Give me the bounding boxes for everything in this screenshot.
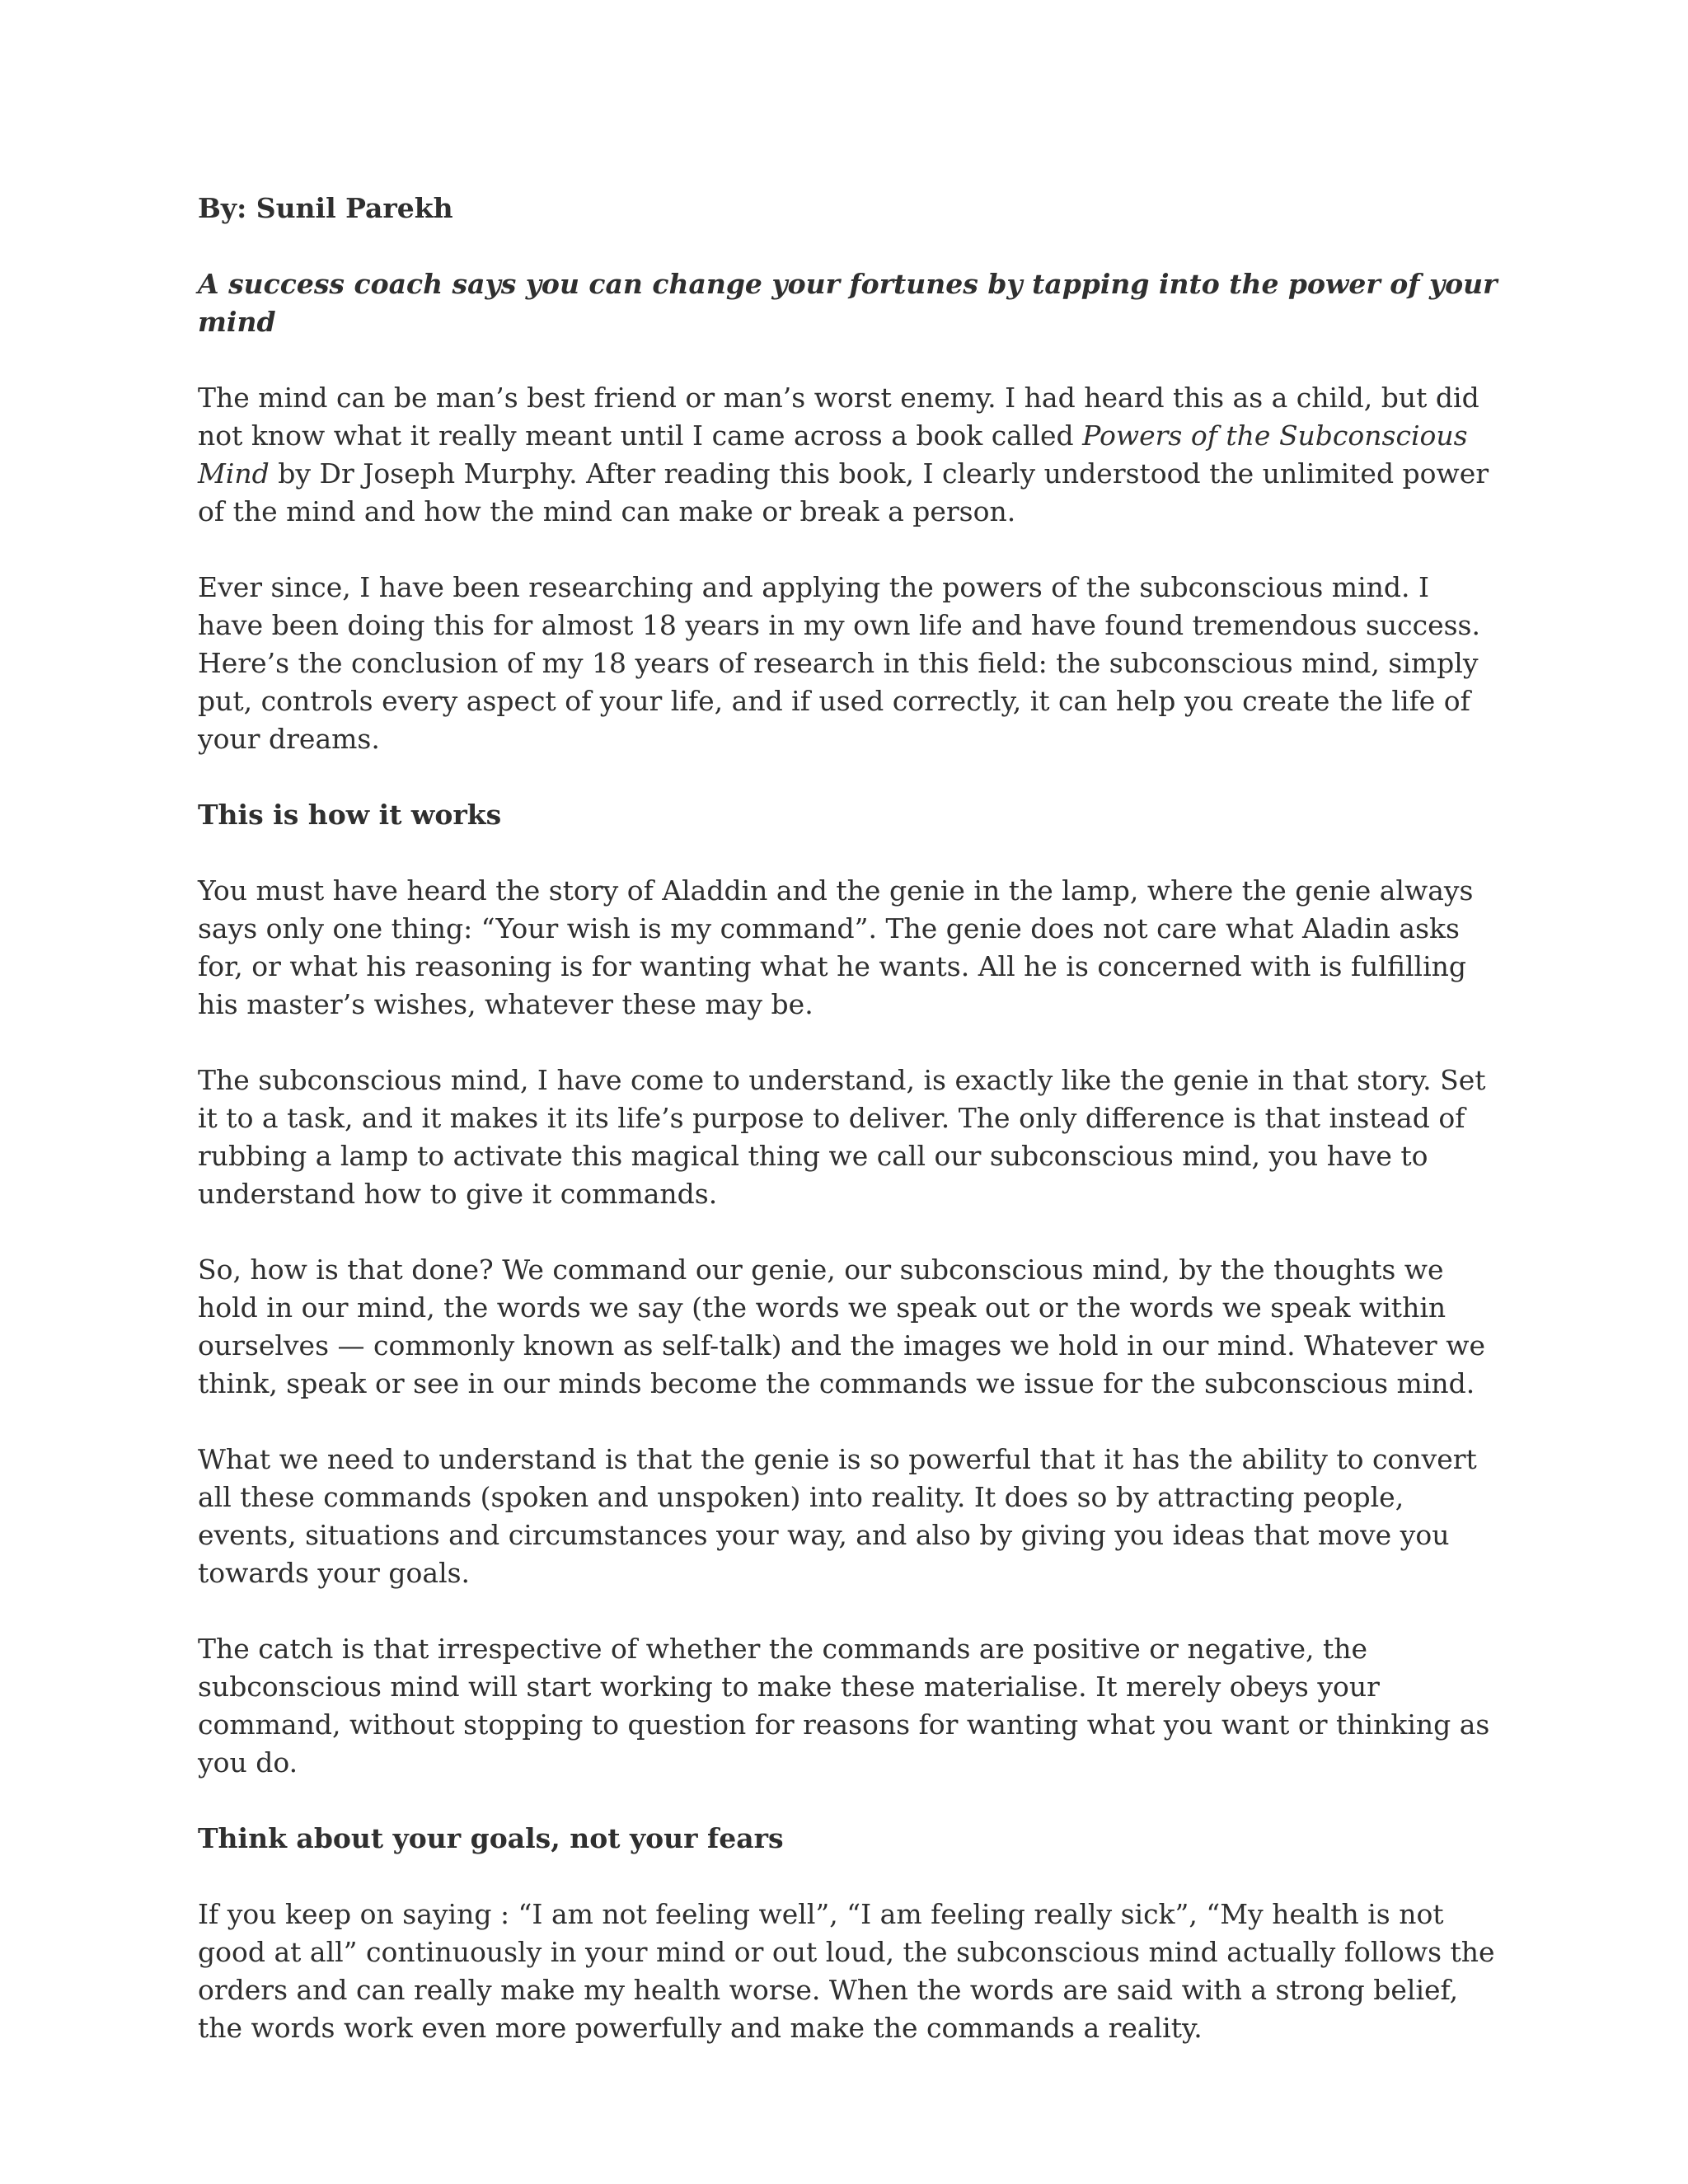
paragraph-health: If you keep on saying : “I am not feeling well”, “I am feeling really sick”, “My health is not good at all” continuously in your mind or out loud, the subconscious mind actually follows the orders and can really make my health worse. When the words are said with a strong belief, the words work even more powerfully and make the commands a reality. — [198, 1898, 1495, 2044]
paragraph-catch: The catch is that irrespective of whether the commands are positive or negative, the subconscious mind will start working to make these materialise. It merely obeys your command, without stopping to question for reasons for wanting what you want or thinking as you do. — [198, 1633, 1490, 1779]
heading-how-it-works: This is how it works — [198, 799, 502, 831]
intro-paragraph — [198, 379, 1500, 531]
book-title: Powers of the Subconscious Mind — [198, 419, 1468, 490]
paragraph-research: Ever since, I have been researching and applying the powers of the subconscious mind. I have been doing this for almost 18 years in my own life and have found tremendous success. Here’s the conclusion of my 18 years of research in this field: the subconscious mind, simply put, controls every aspect of your life, and if used correctly, it can help you create the life of your dreams. — [198, 571, 1480, 755]
author-byline: By: Sunil Parekh — [198, 192, 453, 224]
heading-goals-not-fears: Think about your goals, not your fears — [198, 1822, 784, 1854]
paragraph-aladdin: You must have heard the story of Aladdin and the genie in the lamp, where the genie always says only one thing: “Your wish is my command”. The genie does not care what Aladin asks for, or what his reasoning is for wanting what he wants. All he is concerned with is fulfilling his master’s wishes, whatever these may be. — [198, 874, 1474, 1020]
article-page — [198, 190, 1500, 2085]
intro-text-after: by Dr Joseph Murphy. After reading this book, I clearly understood the unlimited power of the mind and how the mind can make or break a person. — [198, 457, 1489, 527]
paragraph-genie-comparison: The subconscious mind, I have come to understand, is exactly like the genie in that story. Set it to a task, and it makes it its life’s purpose to deliver. The only difference is that instead of rubbing a lamp to activate this magical thing we call our subconscious mind, you have to understand how to give it commands. — [198, 1064, 1486, 1210]
paragraph-reality: What we need to understand is that the genie is so powerful that it has the ability to convert all these commands (spoken and unspoken) into reality. It does so by attracting people, events, situations and circumstances your way, and also by giving you ideas that move you towards your goals. — [198, 1443, 1477, 1589]
paragraph-commands: So, how is that done? We command our genie, our subconscious mind, by the thoughts we hold in our mind, the words we say (the words we speak out or the words we speak within ourselves — commonly known as self-talk) and the images we hold in our mind. Whatever we think, speak or see in our minds become the commands we issue for the subconscious mind. — [198, 1254, 1485, 1399]
intro-text-before: The mind can be man’s best friend or man’s worst enemy. I had heard this as a child, but did not know what it really meant until I came across a book called — [198, 382, 1479, 452]
article-subtitle: A success coach says you can change your fortunes by tapping into the power of your mind — [198, 268, 1498, 338]
